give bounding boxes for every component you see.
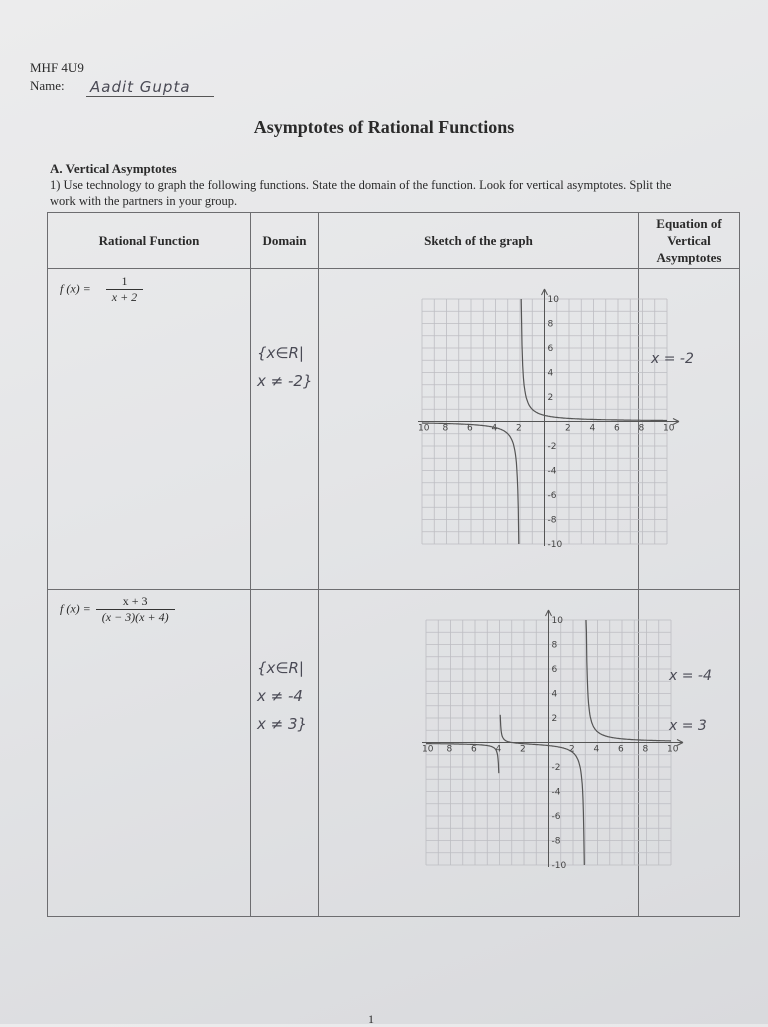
name-line — [86, 96, 214, 97]
function-lhs: f (x) = — [60, 281, 91, 296]
x-tick-label: 2 — [565, 423, 571, 434]
asymptote-cell — [639, 269, 740, 590]
y-tick-label: 8 — [547, 319, 554, 330]
asymptote-cell — [639, 590, 740, 917]
function-numerator: 1 — [106, 274, 143, 290]
table-row — [48, 590, 740, 917]
x-tick-label: 10 — [418, 423, 430, 434]
y-tick-label: 10 — [547, 295, 559, 305]
domain-line: x ≠ 3} — [257, 715, 308, 733]
x-tick-label: 10 — [422, 744, 434, 755]
header-sketch: Sketch of the graph — [319, 213, 639, 269]
function-cell — [48, 590, 251, 917]
x-tick-label: 6 — [471, 744, 477, 755]
y-tick-label: 8 — [551, 640, 558, 651]
domain-line: x ≠ -4 — [257, 687, 303, 705]
y-tick-label: -4 — [551, 787, 561, 798]
x-tick-label: 4 — [593, 744, 600, 755]
y-tick-label: -4 — [547, 466, 557, 477]
curve — [422, 423, 519, 544]
y-tick-label: -6 — [551, 812, 561, 822]
table-row — [48, 269, 740, 590]
function-lhs: f (x) = — [60, 601, 91, 616]
domain-line: {x∈R| — [257, 659, 304, 677]
y-tick-label: -8 — [551, 836, 561, 847]
course-code: MHF 4U9 — [30, 60, 84, 75]
y-tick-label: 6 — [551, 665, 558, 675]
x-tick-label: 2 — [569, 744, 575, 755]
x-tick-label: 8 — [642, 744, 649, 755]
y-tick-label: 4 — [551, 689, 558, 700]
y-tick-label: 10 — [551, 616, 563, 626]
function-cell — [48, 269, 251, 590]
page-number: 1 — [368, 1012, 374, 1026]
student-name: Aadit Gupta — [90, 78, 191, 96]
asymptote-answer: x = -4 — [669, 668, 712, 684]
y-tick-label: 2 — [547, 393, 554, 403]
domain-line: {x∈R| — [257, 344, 304, 362]
function-denominator: (x − 3)(x + 4) — [101, 610, 169, 624]
y-tick-label: -10 — [547, 540, 563, 550]
x-tick-label: 8 — [638, 423, 645, 434]
x-tick-label: 4 — [589, 423, 596, 434]
x-tick-label: 10 — [663, 423, 675, 434]
x-tick-label: 8 — [446, 744, 453, 755]
header-function: Rational Function — [48, 213, 251, 269]
worksheet-table — [47, 212, 740, 917]
function-denominator: x + 2 — [111, 290, 138, 304]
function-numerator: x + 3 — [96, 594, 175, 610]
header-asymptotes: Equation of Vertical Asymptotes — [639, 213, 740, 269]
x-tick-label: 4 — [495, 744, 502, 755]
domain-cell — [251, 269, 319, 590]
graph-2 — [319, 590, 679, 916]
section-heading: A. Vertical Asymptotes — [50, 161, 177, 176]
asymptote-answer: x = 3 — [669, 718, 707, 734]
table-header-row — [48, 213, 740, 269]
x-tick-label: 6 — [618, 744, 624, 755]
x-tick-label: 6 — [614, 423, 620, 434]
header-domain: Domain — [251, 213, 319, 269]
y-tick-label: 6 — [547, 344, 554, 354]
function-formula — [60, 274, 143, 305]
y-tick-label: -6 — [547, 491, 557, 501]
x-tick-label: 10 — [667, 744, 679, 755]
y-tick-label: -2 — [551, 763, 561, 773]
y-tick-label: 4 — [547, 368, 554, 379]
y-tick-label: -2 — [547, 442, 557, 452]
instructions: 1) Use technology to graph the following functions. State the domain of the function. Look for vertical asymptotes. Split the work with the partners in your group. — [50, 178, 672, 208]
x-tick-label: 2 — [520, 744, 526, 755]
domain-line: x ≠ -2} — [257, 372, 313, 390]
x-tick-label: 8 — [442, 423, 449, 434]
curve — [500, 715, 584, 865]
name-label: Name: — [30, 78, 65, 93]
x-tick-label: 2 — [516, 423, 522, 434]
domain-answer — [257, 654, 307, 738]
y-tick-label: -8 — [547, 515, 557, 526]
tick-labels — [418, 295, 675, 550]
x-tick-label: 6 — [467, 423, 473, 434]
x-tick-label: 4 — [491, 423, 498, 434]
domain-answer — [257, 339, 312, 395]
function-formula — [60, 594, 175, 625]
y-tick-label: 2 — [551, 714, 558, 724]
sketch-cell — [319, 590, 679, 917]
page-title: Asymptotes of Rational Functions — [253, 117, 515, 137]
y-tick-label: -10 — [551, 861, 567, 871]
domain-cell — [251, 590, 319, 917]
asymptote-answer: x = -2 — [651, 351, 694, 367]
